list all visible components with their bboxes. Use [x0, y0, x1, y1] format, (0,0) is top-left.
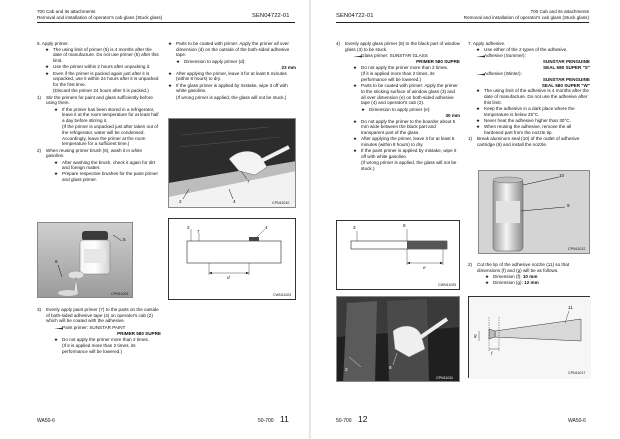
left-column-2: [168, 41, 296, 101]
list-item: ★ The using limit of primer (5) is 4 months after the date of manufacture. Do not use primer (5) after this limit.: [45, 46, 159, 64]
right-column-2: [468, 41, 590, 148]
list-item: ★ Dimension to apply primer (d):: [176, 58, 246, 64]
adhesive-winter-label: Adhesive (Winter):: [476, 71, 590, 77]
list-item: ★ Parts to be coated with primer: Apply the primer to the sticking surface of window glass (3) and all over dimension (e) on both-sided adhesive tape (4) and operator's cab (2).: [353, 83, 458, 106]
list-item: ★ If the glass primer is applied by mistake, wipe it off with white gasoline.: [168, 82, 288, 94]
callout-label: e: [423, 265, 426, 270]
list-item: ★ When reusing the adhesive, remove the all hardened part from the nozzle tip.: [476, 124, 572, 135]
list-item: ★ Never heat the adhesive higher than 30°C.: [476, 117, 571, 123]
list-item: (If wrong primer is applied, the glass will not be stuck.): [176, 94, 287, 100]
list-item: ★ Keep the adhesive in a dark place where the temperature is below 25°C.: [476, 105, 575, 117]
cab-primer-photo: [168, 118, 296, 208]
callout-label: 3: [353, 225, 356, 230]
photo-caption: CPN11010: [272, 201, 290, 205]
right-page: [310, 0, 620, 439]
list-item: ★ Use either of the 2 types of the adhesive.: [476, 46, 568, 52]
diagram-caption: CWN11025: [438, 283, 457, 287]
callout-label: 3: [345, 367, 348, 372]
primer-bottle-illustration: [38, 223, 133, 298]
glass-primer-photo: [336, 296, 460, 382]
sub-step-1: 1) Stir the primers for paint and glass sufficiently before using them.: [37, 94, 153, 106]
callout-label: 8: [403, 223, 406, 228]
list-item: (If the primer is unpacked just after taken out of the refrigerator, water will be condensed. Accordingly, leave the primer at the room temperature for a sufficient time.): [62, 124, 159, 147]
list-item: ★ Parts to be coated with primer: Apply the primer all over dimension (d) on the outside of the both-sided adhesive tape.: [168, 41, 290, 58]
photo-caption: CPN11011: [436, 376, 454, 380]
glass-primer-diagram: [336, 220, 460, 290]
right-header-chapter: 700 Cab and its attachments: [530, 9, 589, 14]
glass-primer-drawing: [337, 221, 461, 291]
list-item: ★ After washing the brush, check it again for dirt and foreign matter.: [54, 159, 156, 171]
list-item: ★ After applying the primer, leave it for at least 5 minutes (within 8 hours) to dry.: [168, 70, 287, 82]
cab-primer-illustration: [169, 119, 296, 208]
list-item: ★ Prepare respective brushes for the paint primer and glass primer.: [54, 171, 159, 183]
diagram-caption: CWN11024: [273, 293, 292, 297]
right-footer-section: 50-700: [336, 418, 352, 424]
primer-section-drawing: [169, 219, 297, 301]
adhesive-summer-value: SUNSTAR PENGUINE: [542, 59, 590, 65]
adhesive-cartridge-photo: [478, 170, 590, 254]
primer-spec-value: PRIMER 580 SUPRE: [416, 59, 460, 65]
list-item: ★ After applying the primer, leave it for at least 5 minutes (within 8 hours) to dry.: [353, 136, 455, 147]
right-page-number: 12: [358, 414, 368, 424]
callout-label: 9: [567, 203, 570, 208]
left-header-title: Removal and installation of operator's cab glass (Stuck glass): [37, 14, 163, 20]
sub-step-7-2: 2) Cut the tip of the adhesive nozzle (11) so that dimensions (f) and (g) will be as follows.: [468, 262, 570, 273]
list-item: (If it is applied more than 2 times, its performance will be lowered.): [361, 71, 435, 82]
primer-spec-value: PRIMER 580 SUPRE: [117, 330, 161, 336]
primer-spec: Glass primer: SUNSTAR GLASS: [353, 53, 460, 59]
dimension-value: 23 mm: [281, 64, 296, 70]
right-header-title: Removal and installation of operator's cab glass (Stuck glass): [463, 14, 589, 20]
nozzle-diagram: [468, 296, 590, 378]
photo-caption: CPN11012: [568, 247, 586, 251]
left-doc-code: SEN04722-01: [252, 13, 290, 19]
callout-label: 2: [187, 225, 190, 230]
glass-primer-illustration: [337, 297, 460, 382]
adhesive-cartridge-illustration: [479, 171, 590, 254]
step-6-title: 6. Apply primer.: [37, 41, 69, 46]
right-doc-code: SEN04722-01: [336, 13, 374, 19]
callout-label: 4: [233, 199, 236, 204]
list-item: ★ The using limit of the adhesive is 4 months after the date of manufacture. Do not use the adhesive after this limit.: [476, 88, 589, 105]
list-item: ★ Do not apply the primer to the boarder about 5 mm wide between the black part and transparent part of the glass.: [353, 118, 456, 135]
left-footer-section: 50-700: [258, 418, 274, 424]
adhesive-summer-label: Adhesive (Summer):: [476, 53, 590, 59]
sub-step-4: 4) Evenly apply glass primer (8) to the black part of window glass (3) to be stuck.: [336, 41, 460, 52]
callout-label: 7: [197, 229, 200, 234]
diagram-caption: CPN11017: [568, 371, 586, 375]
callout-label: 11: [568, 305, 573, 310]
left-column-1-bottom: [37, 307, 161, 355]
callout-label: 7: [247, 179, 250, 184]
dimension-g: ★ Dimension (g): 12 mm: [485, 280, 539, 286]
list-item: ★ Dimension to apply primer (e):: [361, 106, 431, 112]
adhesive-summer-value: SEAL 580 SUPER "S": [543, 64, 590, 70]
primer-section-diagram: [168, 218, 296, 300]
left-footer-model: WA50-6: [37, 418, 55, 424]
adhesive-winter-value: SEAL 580 SUPER "W": [541, 82, 590, 88]
callout-label: 8: [389, 365, 392, 370]
callout-label: 5: [123, 237, 126, 242]
callout-label: 2: [179, 199, 182, 204]
callout-label: d: [227, 275, 230, 280]
right-footer-model: WA50-6: [568, 418, 586, 424]
sub-step-7-1: 1) Break aluminum seal (10) of the outlet of adhesive cartridge (9) and install the nozzle.: [468, 136, 580, 147]
photo-caption: CPN11009: [111, 292, 129, 296]
list-item: ★ Do not apply the primer more than 2 times.: [353, 64, 449, 70]
list-item: (Discard the primer 24 hours after it is packed.): [53, 88, 149, 94]
left-page-number: 11: [280, 414, 289, 424]
list-item: ★ If the primer has been stored in a refrigerator, leave it at the room temperature for at least half a day before stirring it.: [54, 106, 159, 123]
right-header-rule: [336, 22, 589, 23]
left-header-chapter: 700 Cab and its attachments: [37, 9, 96, 14]
callout-label: 6: [55, 259, 58, 264]
dimension-f: ★ Dimension (f): 10 mm: [485, 273, 538, 279]
callout-label: 10: [559, 173, 565, 178]
list-item: ★ If the paint primer is applied by mistake, wipe it off with white gasoline.: [353, 148, 457, 159]
step-7-title: 7. Apply adhesive.: [468, 41, 506, 46]
callout-label: f: [491, 351, 493, 356]
left-column-1: [37, 41, 161, 183]
right-column-1: [336, 41, 460, 172]
sub-step-3: 3) Evenly apply paint primer (7) to the parts on the outside of both-sided adhesive tape (4) on operator's cab (2) which will be coated with the adhesive.: [37, 307, 159, 324]
primer-spec: Paint primer: SUNSTAR PAINT: [54, 325, 161, 331]
right-header: [462, 9, 589, 20]
left-header: [37, 9, 162, 20]
list-item: (If wrong primer is applied, the glass will not be stuck.): [361, 160, 457, 171]
list-item: ★ Do not apply the primer more than 2 times.: [54, 336, 150, 342]
primer-bottle-photo: [37, 222, 133, 298]
list-item: ★ Use the primer within 2 hours after unpacking it.: [45, 64, 151, 70]
list-item: (If it is applied more than 2 times, its performance will be lowered.): [62, 342, 136, 354]
right-column-2-bottom: [468, 262, 590, 287]
adhesive-winter-value: SUNSTAR PENGUINE: [542, 76, 590, 82]
callout-label: 4: [265, 225, 268, 230]
left-header-rule: [37, 22, 295, 23]
dimension-value: 30 mm: [445, 112, 460, 118]
sub-step-2: 2) When reusing primer brush (6), wash it in white gasoline.: [37, 147, 142, 159]
list-item: ★ Even if the primer is packed again just after it is unpacked, use it within 24 hours after it is unpacked for the first time.: [45, 70, 159, 87]
callout-label: g: [474, 333, 477, 338]
